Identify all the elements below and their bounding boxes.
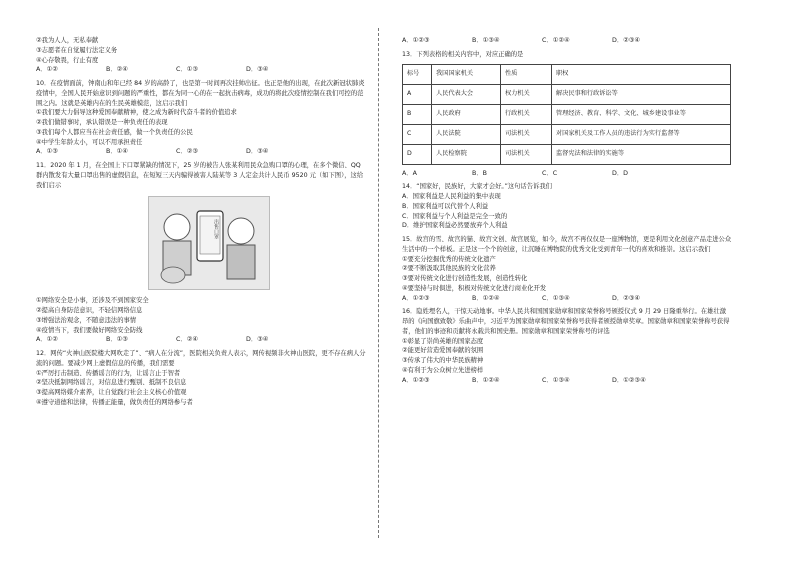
table-cell: 管理经济、教育、科学、文化、城乡建设事业等: [552, 104, 731, 124]
table-header: 性质: [501, 64, 552, 84]
cartoon-illustration: [149, 197, 269, 289]
q10-item: ②我们做错事时，承认错误是一种负责任的表现: [36, 119, 168, 126]
option: B．B: [472, 169, 487, 177]
q11-options: [36, 335, 366, 345]
q12-item: ①严厉打击制造、传播谣言的行为，让谣言止于智者: [36, 369, 181, 377]
q16-item: ④有利于为公众树立先进榜样: [402, 366, 484, 374]
q14-stem: 14．“国家好，民族好，大家才会好。”这句话告诉我们: [402, 183, 552, 191]
option: B．①③④: [472, 37, 500, 44]
q9-item: ④心存敬畏，行止有度: [36, 56, 99, 64]
option: B．①③: [106, 336, 128, 344]
option: A．①③: [36, 148, 58, 156]
left-column: [36, 36, 366, 408]
q13-options: [402, 169, 732, 179]
table-row: [403, 124, 731, 144]
option: C．②③: [176, 148, 198, 156]
q15-item: ②要不断汲取其他民族的文化营养: [402, 265, 496, 273]
q16-item: ②能更好营造爱国奉献的氛围: [402, 347, 484, 355]
q15-stem: 15．故宫的雪、故宫的猫、故宫文创、故宫展览，如今，故宫不再仅仅是一座博物馆，更是利用文化创意产品走进公众生活中的一个样板。正是这一个个的创意，让沉睡在博物院的优秀文化受到青年一代的喜欢和推崇。这启示我们: [402, 236, 732, 253]
option: D．②③④: [612, 37, 641, 44]
q10-item: ①我们要大力倡导这种爱国奉献精神，使之成为新时代奋斗者的价值追求: [36, 109, 237, 117]
q12-options: [402, 36, 732, 46]
option: A．①②: [36, 66, 58, 74]
q12-item: ④遵守道德和法律，传播正能量，做负责任的网络参与者: [36, 398, 193, 406]
state-organs-table: [402, 64, 731, 165]
table-cell: 人民代表大会: [432, 84, 501, 104]
option: C．①③: [176, 66, 198, 74]
option: B．②④: [106, 66, 128, 74]
q16-options: [402, 376, 732, 386]
table-cell: 监督宪法和法律的实施等: [552, 144, 731, 164]
q11-item: ②提高自身防范意识，不轻信网络信息: [36, 307, 143, 314]
q12-item: ③提高网络媒介素养，让自觉践行社会主义核心价值观: [36, 389, 187, 396]
q9-item: ②我为人人，无私奉献: [36, 37, 99, 44]
table-cell: 人民法院: [432, 124, 501, 144]
option: C．①③④: [542, 294, 570, 302]
table-cell: 人民政府: [432, 104, 501, 124]
option: C．①③④: [542, 376, 570, 384]
q16-item: ①彰显了崇尚英雄的国家态度: [402, 337, 484, 345]
option: A．①②③: [402, 376, 430, 384]
q11-stem: 11．2020 年 1 月，在全国上下口罩紧缺的情况下，25 岁的被告人张某利用民众急购口罩的心理，在多个微信、QQ 群内散发有大量口罩出售的虚假信息，在短短三天内骗得被害人陆某等 3 人定金共计人民币 9520 元（如下图），这给我们启示: [36, 162, 364, 189]
option: D．②③④: [612, 294, 641, 302]
fraud-cartoon-image: [148, 196, 270, 290]
table-row: [403, 104, 731, 124]
right-column: [402, 36, 732, 385]
q15-item: ④要坚持与时俱进，积极对传统文化进行商业化开发: [402, 284, 547, 292]
q15-item: ③要对传统文化进行创造性发展，创造性转化: [402, 275, 528, 282]
option: B．①④: [106, 148, 128, 156]
table-cell: A: [403, 84, 432, 104]
q12-item: ②坚决抵制网络谣言，对信息进行甄别、抵制不良信息: [36, 379, 187, 387]
q10-options: [36, 147, 366, 157]
table-cell: 司法机关: [501, 124, 552, 144]
q14-option: C．国家利益与个人利益是完全一致的: [402, 212, 508, 220]
q16-item: ③传承了伟大的中华民族精神: [402, 357, 484, 364]
table-cell: B: [403, 104, 432, 124]
option: A．A: [402, 169, 417, 177]
illustration-label: 出售口罩: [213, 219, 219, 240]
table-row: [403, 144, 731, 164]
q10-stem: 10．在疫情面前，钟南山和年已经 84 岁的高龄了，也是第一时间再次挂帅出征。也正是他的出现，在此次新冠状肺炎疫情中，全国人民开始意识到问题的严重性，都在为同一心的在一起抗击病毒，成功的将此次疫情控制在我们可控的范围之内。这就是英雄内在的生民英雄模范，这启示我们: [36, 80, 365, 107]
table-cell: 权力机关: [501, 84, 552, 104]
q10-item: ③我们每个人都应当在社会责任感，做一个负责任的公民: [36, 128, 193, 136]
q15-item: ①要充分挖掘优秀的传统文化遗产: [402, 255, 496, 263]
table-header-row: [403, 64, 731, 84]
q11-item: ①网络安全是小事，还涉及不到国家安全: [36, 297, 149, 305]
table-cell: 解决民事和行政诉讼等: [552, 84, 731, 104]
option: D．③④: [246, 66, 269, 74]
q14-option: A．国家利益是人民利益的集中表现: [402, 193, 501, 200]
q15-options: [402, 294, 732, 304]
table-cell: 司法机关: [501, 144, 552, 164]
table-cell: 对国家机关及工作人员的违法行为实行监督等: [552, 124, 731, 144]
q11-item: ④疫情当下，我们要做好网络安全防线: [36, 326, 143, 334]
column-divider: [378, 28, 379, 538]
option: B．①②④: [472, 376, 500, 384]
q14-option: B．国家利益可以代替个人利益: [402, 202, 489, 210]
q9-item: ③志愿者在自觉履行法定义务: [36, 46, 118, 54]
option: C．①②④: [542, 37, 570, 44]
option: D．③④: [246, 336, 269, 344]
table-cell: D: [403, 144, 432, 164]
option: A．①②③: [402, 37, 430, 44]
option: A．①②③: [402, 294, 430, 302]
option: C．C: [542, 169, 558, 177]
option: D．①②③④: [612, 376, 646, 384]
option: C．②④: [176, 336, 198, 344]
q10-item: ④中学生年龄太小，可以不用承担责任: [36, 138, 143, 146]
table-header: 标号: [403, 64, 432, 84]
option: A．①②: [36, 336, 58, 344]
table-cell: 行政机关: [501, 104, 552, 124]
table-header: 我国国家机关: [432, 64, 501, 84]
option: B．①②④: [472, 294, 500, 302]
table-cell: C: [403, 124, 432, 144]
table-row: [403, 84, 731, 104]
q14-option: D．维护国家利益必然要放弃个人利益: [402, 222, 508, 230]
q13-stem: 13．下列表格的相关内容中，对应正确的是: [402, 50, 524, 58]
q12-stem: 12．网传“火神山医院楼大网吹走了”、“病人在分流”，医院相关负责人表示，网传视频非火神山医院，更不存在病人分流的问题。要减少网上虚假信息的传播，我们需要: [36, 350, 366, 367]
q11-item: ③增强法治观念，不随意违法的事情: [36, 316, 137, 324]
table-cell: 人民检察院: [432, 144, 501, 164]
q16-stem: 16．隐姓埋名人，干惊天动地事。中华人民共和国国家勋章和国家荣誉称号颁授仪式 9 月 29 日隆重举行。在雄壮激昂的《向国旗致敬》乐曲声中，习近平为国家勋章和国家荣誉称号获得者颁授勋章奖章。国家勋章和国家荣誉称号获得者，他们的事迹和贡献将永载共和国史册。国家勋章和国家荣誉称号的评选: [402, 308, 730, 335]
option: D．D: [612, 169, 628, 177]
table-header: 职权: [552, 64, 731, 84]
q9-options: [36, 65, 366, 75]
option: D．③④: [246, 148, 269, 156]
